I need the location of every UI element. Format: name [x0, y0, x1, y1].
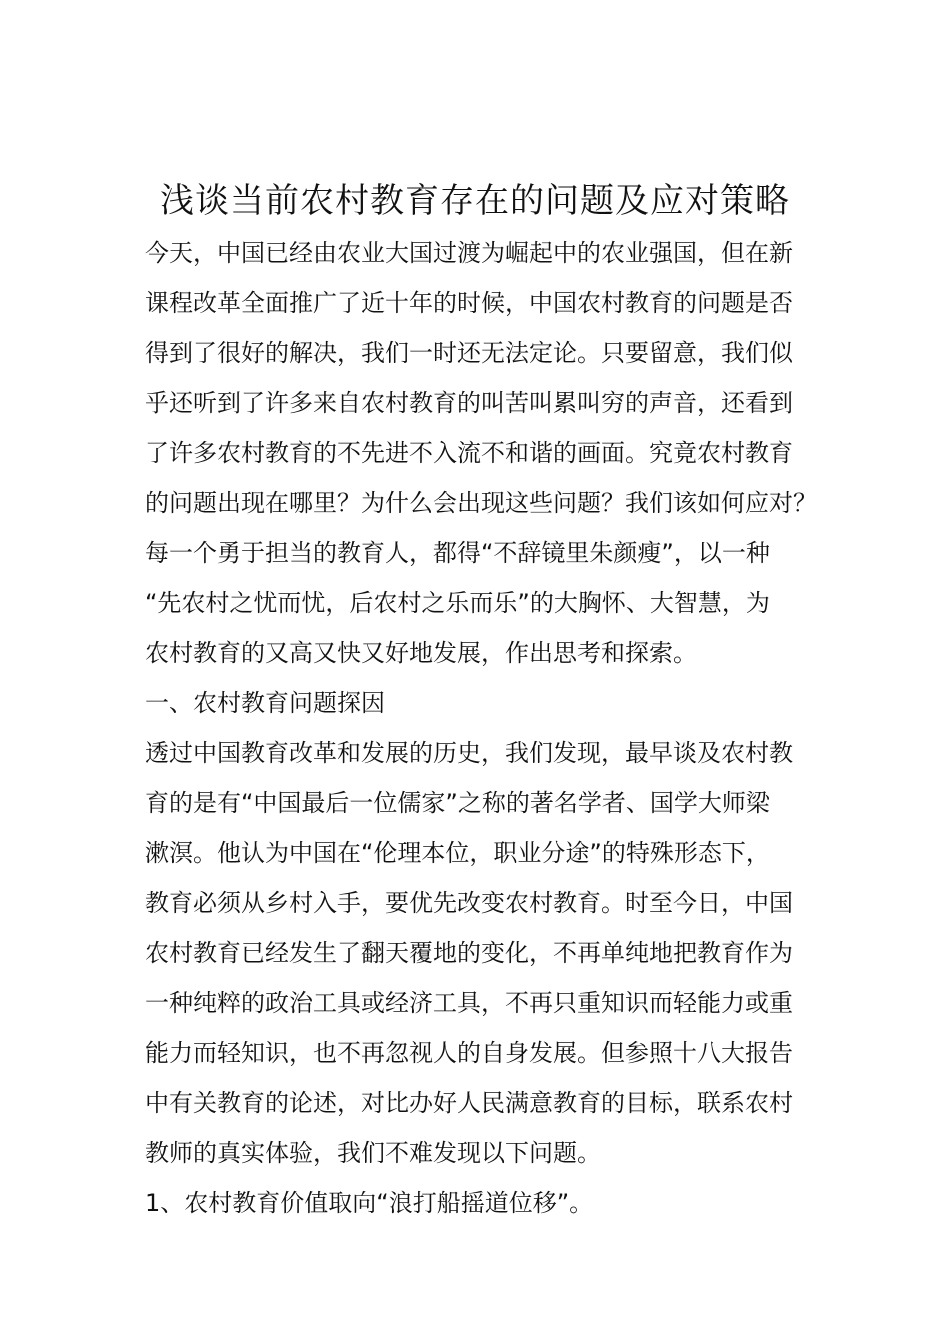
body-line-18: 中有关教育的论述，对比办好人民满意教育的目标，联系农村	[145, 1089, 793, 1117]
body-line-6: 的问题出现在哪里？为什么会出现这些问题？我们该如何应对？	[145, 489, 817, 517]
body-line-4: 乎还听到了许多来自农村教育的叫苦叫累叫穷的声音，还看到	[145, 389, 793, 417]
body-line-16: 一种纯粹的政治工具或经济工具，不再只重知识而轻能力或重	[145, 989, 793, 1017]
body-line-12: 育的是有“中国最后一位儒家”之称的著名学者、国学大师梁	[145, 789, 770, 817]
body-line-1: 今天，中国已经由农业大国过渡为崛起中的农业强国，但在新	[145, 239, 793, 267]
body-line-13: 漱溟。他认为中国在“伦理本位，职业分途”的特殊形态下，	[145, 839, 770, 867]
body-line-15: 农村教育已经发生了翻天覆地的变化，不再单纯地把教育作为	[145, 939, 793, 967]
document-title: 浅谈当前农村教育存在的问题及应对策略	[160, 181, 790, 221]
body-line-7: 每一个勇于担当的教育人，都得“不辞镜里朱颜瘦”，以一种	[145, 539, 770, 567]
section-heading-1: 一、农村教育问题探因	[145, 689, 385, 717]
subsection-heading-1: 1、农村教育价值取向“浪打船摇道位移”。	[145, 1189, 594, 1217]
body-line-19: 教师的真实体验，我们不难发现以下问题。	[145, 1139, 601, 1167]
body-line-5: 了许多农村教育的不先进不入流不和谐的画面。究竟农村教育	[145, 439, 793, 467]
body-line-11: 透过中国教育改革和发展的历史，我们发现，最早谈及农村教	[145, 739, 793, 767]
body-line-14: 教育必须从乡村入手，要优先改变农村教育。时至今日，中国	[145, 889, 793, 917]
document-body	[145, 228, 835, 1228]
body-line-9: 农村教育的又高又快又好地发展，作出思考和探索。	[145, 639, 697, 667]
body-line-2: 课程改革全面推广了近十年的时候，中国农村教育的问题是否	[145, 289, 793, 317]
body-line-17: 能力而轻知识，也不再忽视人的自身发展。但参照十八大报告	[145, 1039, 793, 1067]
body-line-3: 得到了很好的解决，我们一时还无法定论。只要留意，我们似	[145, 339, 793, 367]
body-line-8: “先农村之忧而忧，后农村之乐而乐”的大胸怀、大智慧，为	[145, 589, 770, 617]
